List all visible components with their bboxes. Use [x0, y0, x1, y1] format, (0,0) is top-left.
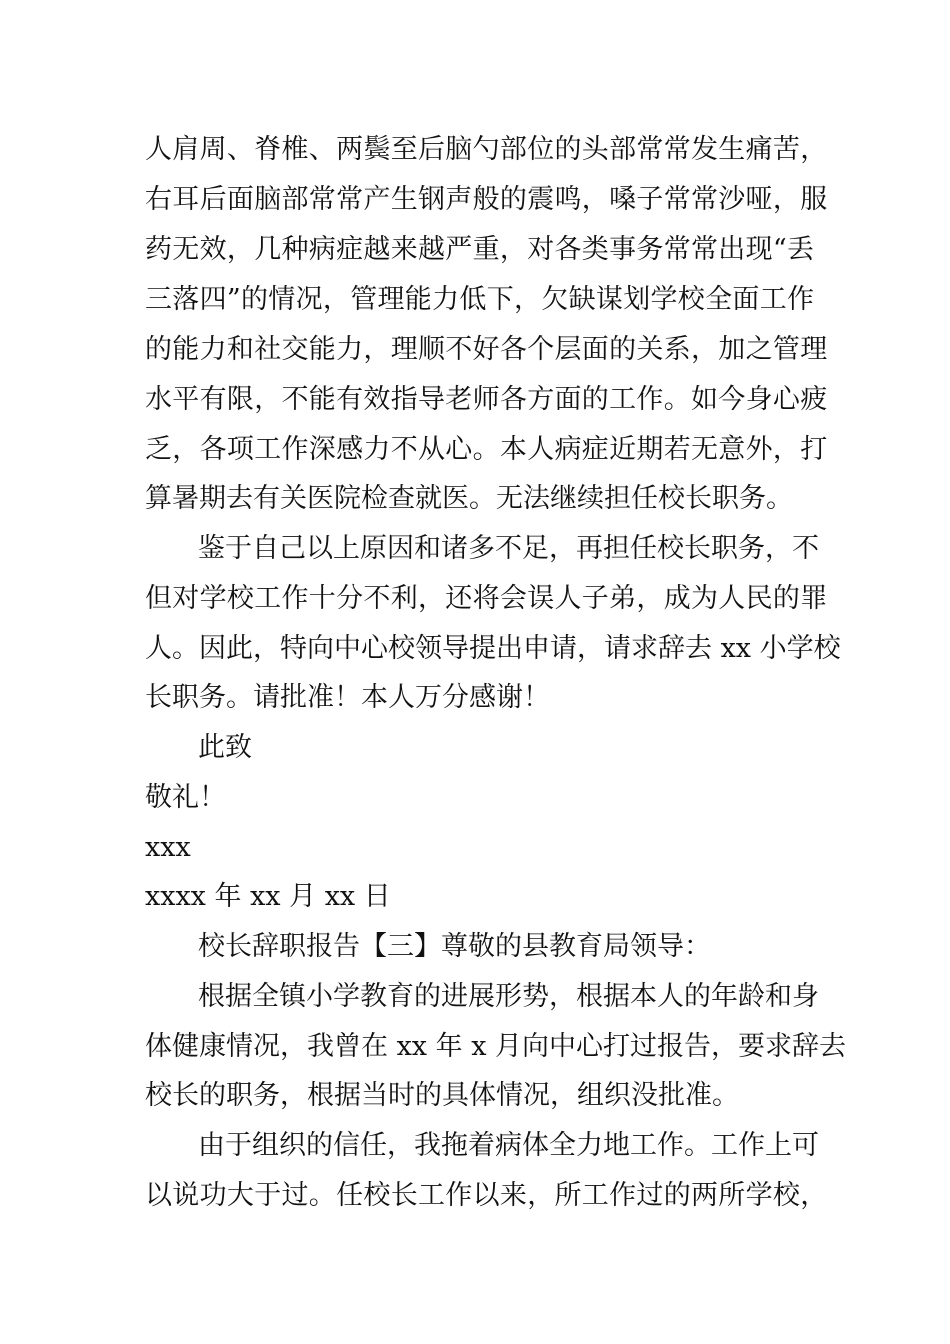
- paragraph-line: 长职务。请批准！本人万分感谢！: [145, 682, 550, 713]
- signature-name: xxx: [145, 832, 191, 863]
- paragraph-line: 药无效，几种病症越来越严重，对各类事务常常出现“丢: [145, 234, 815, 265]
- paragraph-first-line: 由于组织的信任，我拖着病体全力地工作。工作上可: [198, 1130, 819, 1161]
- section-heading: 校长辞职报告【三】尊敬的县教育局领导：: [198, 931, 711, 962]
- paragraph-line: 以说功大于过。任校长工作以来，所工作过的两所学校，: [145, 1180, 828, 1211]
- paragraph-line: 但对学校工作十分不利，还将会误人子弟，成为人民的罪: [145, 583, 828, 614]
- paragraph-line: 乏，各项工作深感力不从心。本人病症近期若无意外，打: [145, 434, 828, 465]
- paragraph-first-line: 根据全镇小学教育的进展形势，根据本人的年龄和身: [198, 981, 819, 1012]
- paragraph-first-line: 鉴于自己以上原因和诸多不足，再担任校长职务，不: [198, 533, 819, 564]
- closing-regards: 敬礼！: [145, 782, 226, 813]
- paragraph-line: 的能力和社交能力，理顺不好各个层面的关系，加之管理: [145, 334, 828, 365]
- paragraph-line: 三落四”的情况，管理能力低下，欠缺谋划学校全面工作: [145, 284, 815, 315]
- paragraph-line: 人肩周、脊椎、两鬓至后脑勺部位的头部常常发生痛苦，: [145, 134, 828, 165]
- closing-salutation: 此致: [198, 732, 252, 763]
- paragraph-line: 人。因此，特向中心校领导提出申请，请求辞去 xx 小学校: [145, 633, 841, 664]
- paragraph-line: 算暑期去有关医院检查就医。无法继续担任校长职务。: [145, 483, 793, 514]
- paragraph-line: 右耳后面脑部常常产生钢声般的震鸣，嗓子常常沙哑，服: [145, 184, 828, 215]
- paragraph-line: 校长的职务，根据当时的具体情况，组织没批准。: [145, 1080, 739, 1111]
- paragraph-line: 水平有限，不能有效指导老师各方面的工作。如今身心疲: [145, 384, 828, 415]
- paragraph-line: 体健康情况，我曾在 xx 年 x 月向中心打过报告，要求辞去: [145, 1031, 847, 1062]
- signature-date: xxxx 年 xx 月 xx 日: [145, 881, 391, 912]
